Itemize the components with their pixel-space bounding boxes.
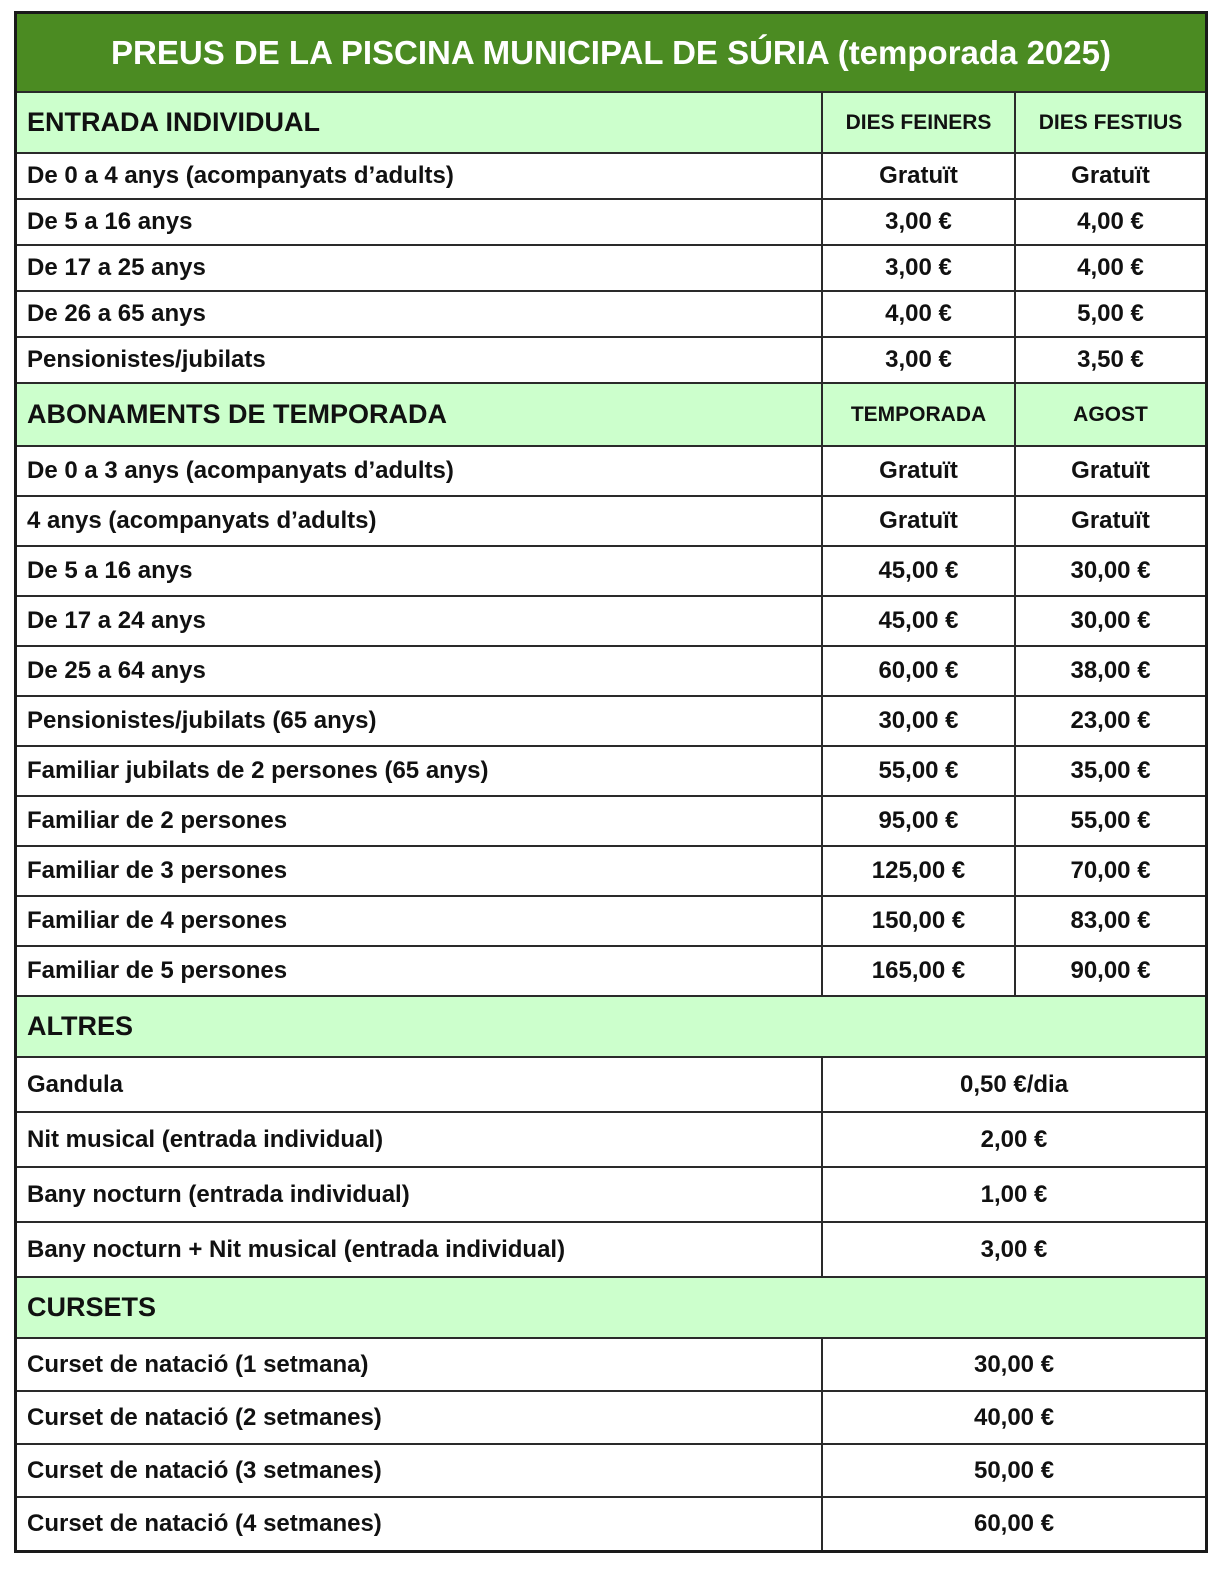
section-header-entrada: [17, 92, 1205, 153]
price-cell: 3,00 €: [822, 245, 1015, 291]
price-cell: 4,00 €: [1015, 199, 1205, 245]
table-row: [17, 1338, 1205, 1391]
table-row: [17, 1112, 1205, 1167]
row-label: De 17 a 24 anys: [17, 596, 822, 646]
price-cell: 1,00 €: [822, 1167, 1205, 1222]
table-row: [17, 1057, 1205, 1112]
price-cell: Gratuït: [1015, 496, 1205, 546]
price-cell: 55,00 €: [822, 746, 1015, 796]
price-cell: 5,00 €: [1015, 291, 1205, 337]
price-cell: Gratuït: [822, 153, 1015, 199]
row-label: Curset de natació (1 setmana): [17, 1338, 822, 1391]
row-label: 4 anys (acompanyats d’adults): [17, 496, 822, 546]
table-row: [17, 896, 1205, 946]
price-cell: Gratuït: [822, 446, 1015, 496]
table-row: [17, 1391, 1205, 1444]
table-row: [17, 846, 1205, 896]
price-table-frame: [14, 11, 1208, 1553]
table-row: [17, 496, 1205, 546]
row-label: Nit musical (entrada individual): [17, 1112, 822, 1167]
price-cell: 90,00 €: [1015, 946, 1205, 996]
table-row: [17, 153, 1205, 199]
price-cell: Gratuït: [822, 496, 1015, 546]
price-cell: 83,00 €: [1015, 896, 1205, 946]
section-title: CURSETS: [17, 1277, 1205, 1338]
row-label: De 0 a 4 anys (acompanyats d’adults): [17, 153, 822, 199]
price-cell: Gratuït: [1015, 446, 1205, 496]
price-cell: 3,00 €: [822, 199, 1015, 245]
page-title: PREUS DE LA PISCINA MUNICIPAL DE SÚRIA (temporada 2025): [17, 14, 1205, 92]
row-label: Familiar de 5 persones: [17, 946, 822, 996]
price-cell: 40,00 €: [822, 1391, 1205, 1444]
price-cell: 165,00 €: [822, 946, 1015, 996]
column-header: DIES FESTIUS: [1015, 92, 1205, 153]
row-label: De 5 a 16 anys: [17, 199, 822, 245]
table-row: [17, 199, 1205, 245]
row-label: Familiar de 2 persones: [17, 796, 822, 846]
price-cell: 70,00 €: [1015, 846, 1205, 896]
table-row: [17, 291, 1205, 337]
price-cell: 4,00 €: [822, 291, 1015, 337]
table-row: [17, 1497, 1205, 1550]
row-label: De 25 a 64 anys: [17, 646, 822, 696]
table-row: [17, 946, 1205, 996]
column-header: TEMPORADA: [822, 383, 1015, 446]
table-row: [17, 1444, 1205, 1497]
table-row: [17, 446, 1205, 496]
table-row: [17, 337, 1205, 383]
price-cell: 50,00 €: [822, 1444, 1205, 1497]
table-row: [17, 696, 1205, 746]
row-label: Bany nocturn + Nit musical (entrada individual): [17, 1222, 822, 1277]
row-label: Gandula: [17, 1057, 822, 1112]
row-label: De 5 a 16 anys: [17, 546, 822, 596]
table-row: [17, 245, 1205, 291]
section-header-cursets: [17, 1277, 1205, 1338]
table-row: [17, 746, 1205, 796]
price-cell: 30,00 €: [1015, 596, 1205, 646]
column-header: DIES FEINERS: [822, 92, 1015, 153]
price-cell: 55,00 €: [1015, 796, 1205, 846]
price-cell: 3,50 €: [1015, 337, 1205, 383]
row-label: Pensionistes/jubilats (65 anys): [17, 696, 822, 746]
row-label: Familiar de 3 persones: [17, 846, 822, 896]
row-label: Curset de natació (2 setmanes): [17, 1391, 822, 1444]
price-cell: 30,00 €: [822, 1338, 1205, 1391]
price-cell: 150,00 €: [822, 896, 1015, 946]
section-title: ENTRADA INDIVIDUAL: [17, 92, 822, 153]
table-row: [17, 1222, 1205, 1277]
row-label: Bany nocturn (entrada individual): [17, 1167, 822, 1222]
section-title: ABONAMENTS DE TEMPORADA: [17, 383, 822, 446]
price-cell: 35,00 €: [1015, 746, 1205, 796]
table-row: [17, 646, 1205, 696]
price-cell: 30,00 €: [1015, 546, 1205, 596]
row-label: De 0 a 3 anys (acompanyats d’adults): [17, 446, 822, 496]
price-cell: 125,00 €: [822, 846, 1015, 896]
price-cell: 23,00 €: [1015, 696, 1205, 746]
price-cell: Gratuït: [1015, 153, 1205, 199]
price-cell: 3,00 €: [822, 337, 1015, 383]
price-table: [17, 14, 1205, 1550]
price-cell: 60,00 €: [822, 646, 1015, 696]
row-label: Pensionistes/jubilats: [17, 337, 822, 383]
section-title: ALTRES: [17, 996, 1205, 1057]
row-label: Familiar de 4 persones: [17, 896, 822, 946]
price-cell: 30,00 €: [822, 696, 1015, 746]
row-label: Familiar jubilats de 2 persones (65 anys): [17, 746, 822, 796]
price-cell: 3,00 €: [822, 1222, 1205, 1277]
table-row: [17, 546, 1205, 596]
column-header: AGOST: [1015, 383, 1205, 446]
price-cell: 45,00 €: [822, 596, 1015, 646]
price-cell: 38,00 €: [1015, 646, 1205, 696]
price-cell: 60,00 €: [822, 1497, 1205, 1550]
section-header-abonaments: [17, 383, 1205, 446]
table-row: [17, 596, 1205, 646]
row-label: Curset de natació (4 setmanes): [17, 1497, 822, 1550]
price-cell: 45,00 €: [822, 546, 1015, 596]
price-cell: 4,00 €: [1015, 245, 1205, 291]
table-row: [17, 1167, 1205, 1222]
price-cell: 0,50 €/dia: [822, 1057, 1205, 1112]
table-row: [17, 796, 1205, 846]
row-label: De 17 a 25 anys: [17, 245, 822, 291]
row-label: De 26 a 65 anys: [17, 291, 822, 337]
price-cell: 95,00 €: [822, 796, 1015, 846]
section-header-altres: [17, 996, 1205, 1057]
price-cell: 2,00 €: [822, 1112, 1205, 1167]
row-label: Curset de natació (3 setmanes): [17, 1444, 822, 1497]
